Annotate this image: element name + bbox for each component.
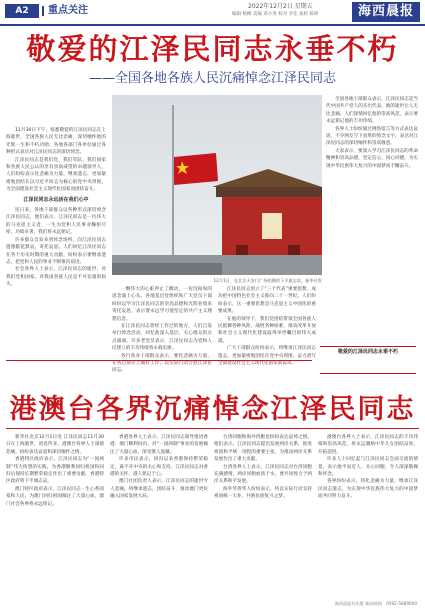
article1-column-2 <box>112 286 212 374</box>
paragraph: 在他的领导下，我们党团结带领全国各族人民抵御各种风险，战胜各种困难，推动改革开放和社会主义现代化建设取得举世瞩目的伟大成就。 <box>218 316 316 344</box>
article2-column-4 <box>318 434 418 596</box>
paragraph: 澳门特区政府表示，江泽民同志一生心系国家和人民，为澳门回归祖国倾注了大量心血，澳门社会各界将永远铭记。 <box>6 486 104 507</box>
subsection-heading: 江泽民同志永远活在我们心中 <box>23 196 89 203</box>
photo-caption: 12月1日，在北京天安门广场拍摄的下半旗志哀。新华社发 <box>213 278 322 283</box>
paragraph: 全国各地干部群众表示，江泽民同志是当代中国共产党人的杰出代表，他的逝世让人无比悲痛。人们深情回忆他的崇高风范，表示要永远铭记他的丰功伟绩。 <box>326 97 418 125</box>
article1-column-3 <box>218 286 316 367</box>
paragraph: 各界纷纷表示，将化悲痛为力量，继承江泽民同志遗志，为实现中华民族伟大复兴的中国梦而共同努力奋斗。 <box>318 479 418 500</box>
paragraph: 江泽民同志创立了“三个代表”重要思想，成功把中国特色社会主义推向二十一世纪。人们纷纷表示，这一重要思想是马克思主义中国化的重要成果。 <box>218 287 316 315</box>
article1-column-1 <box>6 127 106 357</box>
article2-headline: 港澳台各界沉痛悼念江泽民同志 <box>9 394 416 425</box>
headline-underline <box>6 428 419 429</box>
paragraph: 江泽民同志是我们党、我们军队、我们国家和各族人民公认的享有崇高威望的卓越领导人，人们纷纷表示化悲痛为力量，继承遗志，更加紧密地团结在以习近平同志为核心的党中央周围，为全面建设社会主义现代化国家而团结奋斗。 <box>6 157 106 193</box>
paragraph: 台湾各界人士表示，江泽民同志对台湾同胞充满感情，两岸同胞血浓于水，要共同致力于两岸关系和平发展。 <box>214 464 312 485</box>
paragraph: 许多群众自发来到悼念场所，向江泽民同志遗像献花默哀，寄托哀思。人们回忆江泽民同志在各个历史时期的重大贡献，纷纷表示要继承遗志，把党和人民的事业不断推向前进。 <box>6 237 106 265</box>
page-footer: 海西晨报社出版 新闻热线：0592-5889000 <box>334 601 417 606</box>
tiananmen-flag-photo <box>112 95 322 275</box>
header-separator <box>42 6 44 16</box>
newspaper-logo: 海西晨报 <box>352 2 420 22</box>
section-number-tag: A2 <box>5 4 39 18</box>
paragraph: 港澳台各界人士表示，江泽民同志的丰功伟绩和崇高风范，将永远激励中华儿女团结奋进、开拓前进。 <box>318 435 418 455</box>
paragraph: 连日来，各地干部群众以各种形式深切悼念江泽民同志，他们表示，江泽民同志是一位伟大的马克思主义者，一生为党和人民事业鞠躬尽瘁，功绩卓著，我们将永远铭记。 <box>6 208 106 236</box>
article2-column-1 <box>6 434 104 596</box>
issue-date: 2022年12月2日 星期五 <box>248 3 313 10</box>
paragraph: 大家表示，要深入学习江泽民同志的革命精神和崇高品德，坚定信心，同心同德，为实现中华民族伟大复兴的中国梦而不懈奋斗。 <box>326 148 418 169</box>
side-quote-box: 敬爱的江泽民同志永垂不朽 <box>320 346 416 374</box>
article1-subheadline: ——全国各地各族人民沉痛悼念江泽民同志 <box>88 71 336 86</box>
paragraph: 广大干部群众纷纷表示，将继承江泽民同志遗志，更加紧密地团结在党中央周围，奋力谱写全面建设社会主义现代化国家新篇章。 <box>218 346 316 367</box>
paragraph: 11月30日下午，惊悉敬爱的江泽民同志在上海逝世，全国各族人民无比悲痛，深切缅怀他的光辉一生和不朽功勋。各地各部门各单位通过各种形式表达对江泽民同志的深切悼念。 <box>6 128 106 156</box>
paragraph: 新华社北京12月1日电 江泽民同志11月30日在上海逝世，消息传来，港澳台各界人士深感悲痛，纷纷表达哀思和深切缅怀之情。 <box>6 435 104 455</box>
paragraph: 许多市民表示，回归以来香港保持繁荣稳定，离不开中央的关心和支持。江泽民同志对香港的关怀，港人铭记于心。 <box>110 457 208 478</box>
paragraph: 澳门社团负责人表示，江泽民同志的逝世令人悲痛，将继承遗志，团结奋斗，推动澳门更好融入国家发展大局。 <box>110 479 208 500</box>
paragraph: 台湾同胞和海外侨胞也纷纷表达哀悼之情。他们表示，江泽民同志提出发展两岸关系、推进祖国和平统一进程的重要主张，为推动两岸关系发展作出了重大贡献。 <box>214 435 312 463</box>
paragraph: 各界人士纷纷通过网络留言等方式表达哀思，不少网友写下真挚的悼念文字，表达对江泽民同志的深切缅怀和崇高敬意。 <box>326 126 418 147</box>
page-header <box>0 0 425 24</box>
article1-headline: 敬爱的江泽民同志永垂不朽 <box>26 32 399 66</box>
paragraph: 社会各界人士表示，江泽民同志的逝世，对我们党和国家、对我国各族人民是不可估量的损失。 <box>6 267 106 288</box>
photo-image <box>112 95 322 275</box>
article2-column-2 <box>110 434 208 596</box>
section-divider <box>6 360 312 361</box>
paragraph: 海外华侨华人纷纷表示，将以实际行动支持祖国统一大业，共圆民族复兴之梦。 <box>214 486 312 500</box>
article1-column-4 <box>326 96 418 342</box>
paragraph: 一颗伟大的心脏停止了跳动，一份沉甸甸的思念涌上心头。各地基层党组织和广大党员干部纷纷以学习江泽民同志的崇高品德和光辉业绩来寄托哀思，表示要永远学习他坚定的共产主义理想信念。 <box>112 287 212 322</box>
header-rule <box>0 24 425 26</box>
paragraph: 在江泽民同志曾经工作过的地方，人们自发举行悼念活动，回忆他深入基层、关心群众的点点滴滴。许多老党员表示，江泽民同志为党和人民建立的丰功伟绩将永载史册。 <box>112 324 212 352</box>
paragraph: 各行各业干部群众表示，要化悲痛为力量，在各自岗位上做好工作，以实际行动告慰江泽民同志。 <box>112 353 212 374</box>
section-name: 重点关注 <box>48 5 88 16</box>
editor-credits: 编辑 杨柳 美编 邓小英 校对 李佳 质检 陈婷 <box>232 12 319 17</box>
paragraph: 香港各界人士表示，江泽民同志领导推进香港、澳门顺利回归，对“一国两制”事业的发展倾注了大量心血，深受港人爱戴。 <box>110 435 208 455</box>
article2-column-3 <box>214 434 312 596</box>
paragraph: 许多人士回忆起与江泽民同志会面交流的情景，表示他平易近人、关心同胞，令人深深敬佩和怀念。 <box>318 457 418 478</box>
paragraph: 香港特区政府表示，江泽民同志为“一国两制”伟大构想的实践、为香港顺利回归祖国和回归后保持长期繁荣稳定作出了重要贡献。香港特区政府将下半旗志哀。 <box>6 457 104 485</box>
